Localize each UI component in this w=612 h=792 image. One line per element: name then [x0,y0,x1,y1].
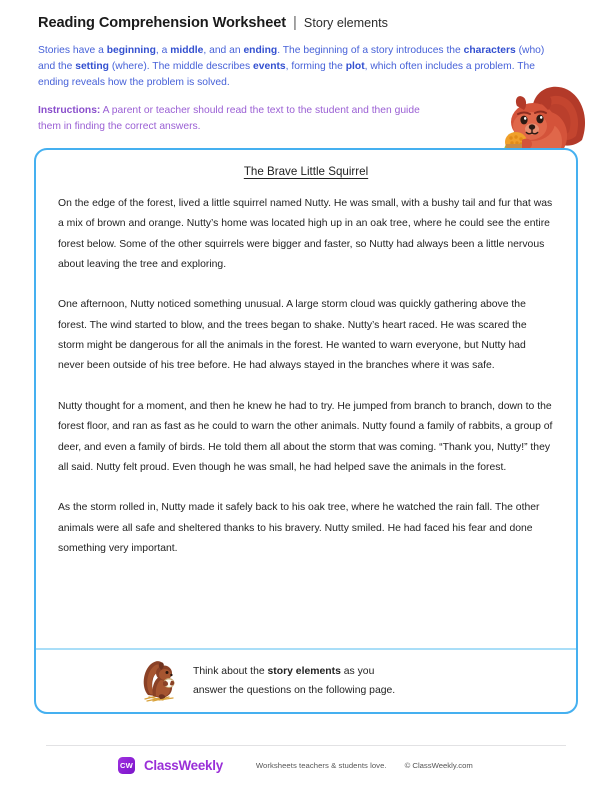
story-paragraph: One afternoon, Nutty noticed something unusual. A large storm cloud was quickly gathering above the forest. The wind started to blow, and the trees began to shake. Nutty’s heart raced. He was scared the storm might be dangerous for all the animals in the forest. He wanted to warn everyone, but Nutty had never been outside of his tree before. He had always stayed in the branches where it was safe. [58,299,527,372]
footer-tagline: Worksheets teachers & students love. [255,761,387,770]
card-note-text: Think about the story elements as you answer the questions on the following page. [193,666,396,696]
title-separator: | [293,14,297,31]
footer-divider [46,745,566,746]
sitting-squirrel-icon [139,655,179,703]
card-note [36,650,576,712]
brand-name: ClassWeekly [144,758,223,773]
classweekly-logo-icon: CW [118,757,135,774]
story-paragraph: On the edge of the forest, lived a little squirrel named Nutty. He was small, with a bushy tail and fur that was a mix of brown and orange. Nutty’s home was located high up in an oak tree, where he could see the entire forest below. Some of the other squirrels were bigger and faster, so Nutty had always been a little nervous about leaving the tree and exploring. [58,198,553,270]
page-title-main: Reading Comprehension Worksheet [38,15,287,31]
instructions-paragraph: Instructions: A parent or teacher should read the text to the student and then guide them in finding the correct answers. [38,105,420,133]
page-title [38,14,578,31]
footer [118,757,473,774]
story-body [36,194,576,559]
story-paragraph: As the storm rolled in, Nutty made it safely back to his oak tree, where he watched the rain fall. The other animals were all safe and sheltered thanks to his bravery. Nutty smiled. He had faced his fear and done something very important. [58,502,540,555]
intro-paragraph: Stories have a beginning, a middle, and an ending. The beginning of a story introduces the characters (who) and the setting (where). The middle describes events, forming the plot, which often includes a problem. The ending reveals how the problem is solved. [38,45,545,89]
story-paragraph: Nutty thought for a moment, and then he knew he had to try. He jumped from branch to branch, down to the forest floor, and ran as fast as he could to warn the other animals. Nutty found a family of rabbits, a group of deer, and even a family of birds. He told them all about the storm that was coming. “Thank you, Nutty!” they all said. Nutty felt proud. Even though he was small, he had helped save the animals in the forest. [58,400,553,473]
story-title: The Brave Little Squirrel [243,165,369,178]
page-title-subtitle: Story elements [303,16,388,30]
story-card [34,148,578,714]
footer-copyright: © ClassWeekly.com [404,761,473,770]
